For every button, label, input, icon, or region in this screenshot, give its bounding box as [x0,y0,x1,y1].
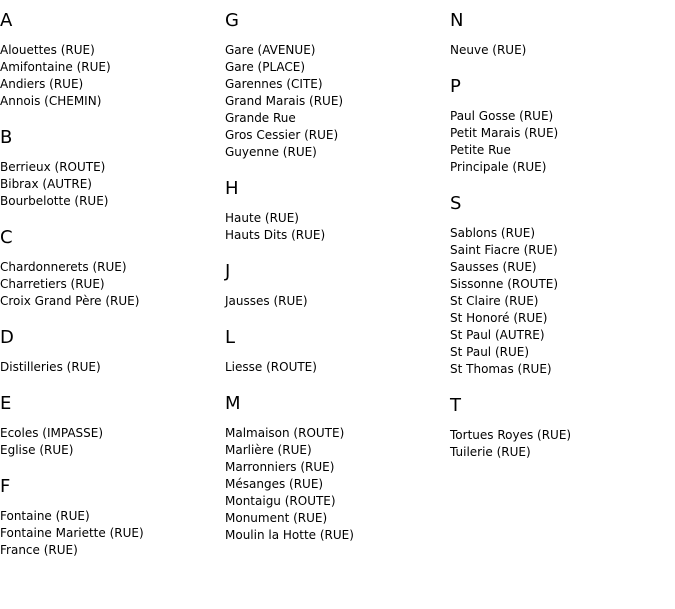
street-link[interactable]: Fontaine (RUE) [0,509,90,523]
letter-group [225,393,445,544]
street-link[interactable]: St Paul (RUE) [450,345,530,359]
street-link[interactable]: Guyenne (RUE) [225,145,317,159]
street-link[interactable]: Marlière (RUE) [225,443,312,457]
letter-heading: D [0,327,14,348]
letter-heading: H [225,178,239,199]
street-link[interactable]: St Claire (RUE) [450,294,539,308]
street-link[interactable]: Andiers (RUE) [0,77,84,91]
letter-group [225,261,445,310]
street-list [450,42,670,59]
street-link[interactable]: Neuve (RUE) [450,43,527,57]
street-link[interactable]: Sablons (RUE) [450,226,536,240]
street-link[interactable]: Petite Rue [450,143,511,157]
street-list [450,108,670,176]
street-list [225,293,445,310]
street-link[interactable]: Eglise (RUE) [0,443,74,457]
street-link[interactable]: Croix Grand Père (RUE) [0,294,140,308]
index-column-1 [0,10,220,576]
street-link[interactable]: Alouettes (RUE) [0,43,95,57]
street-link[interactable]: Gare (PLACE) [225,60,306,74]
letter-heading: N [450,10,464,31]
street-link[interactable]: Mésanges (RUE) [225,477,324,491]
letter-heading: L [225,327,236,348]
street-link[interactable]: Amifontaine (RUE) [0,60,111,74]
letter-group [450,193,670,378]
street-list [0,425,220,459]
letter-heading: C [0,227,13,248]
street-link[interactable]: Saint Fiacre (RUE) [450,243,558,257]
street-link[interactable]: Bibrax (AUTRE) [0,177,92,191]
street-link[interactable]: St Thomas (RUE) [450,362,552,376]
letter-group [0,476,220,559]
letter-heading: J [225,261,231,282]
street-list [225,359,445,376]
street-link[interactable]: Hauts Dits (RUE) [225,228,326,242]
street-list [225,42,445,161]
letter-group [0,327,220,376]
street-link[interactable]: Petit Marais (RUE) [450,126,559,140]
street-list [0,159,220,210]
street-link[interactable]: Paul Gosse (RUE) [450,109,554,123]
street-link[interactable]: Malmaison (ROUTE) [225,426,345,440]
street-list [225,210,445,244]
letter-heading: G [225,10,239,31]
street-link[interactable]: Grande Rue [225,111,296,125]
street-link[interactable]: Tortues Royes (RUE) [450,428,572,442]
street-link[interactable]: Jausses (RUE) [225,294,308,308]
street-list [450,225,670,378]
letter-heading: A [0,10,13,31]
street-list [0,508,220,559]
street-link[interactable]: Tuilerie (RUE) [450,445,531,459]
street-link[interactable]: Gros Cessier (RUE) [225,128,339,142]
street-link[interactable]: Distilleries (RUE) [0,360,101,374]
street-link[interactable]: Principale (RUE) [450,160,547,174]
letter-group [450,10,670,59]
letter-heading: T [450,395,461,416]
street-list [450,427,670,461]
street-link[interactable]: Monument (RUE) [225,511,328,525]
street-link[interactable]: Ecoles (IMPASSE) [0,426,104,440]
street-link[interactable]: Fontaine Mariette (RUE) [0,526,144,540]
street-link[interactable]: Liesse (ROUTE) [225,360,317,374]
letter-heading: F [0,476,11,497]
street-link[interactable]: Garennes (CITE) [225,77,323,91]
index-column-2 [225,10,445,561]
street-link[interactable]: Montaigu (ROUTE) [225,494,336,508]
street-link[interactable]: Sausses (RUE) [450,260,537,274]
letter-group [0,393,220,459]
street-link[interactable]: Haute (RUE) [225,211,299,225]
letter-group [0,227,220,310]
street-link[interactable]: Charretiers (RUE) [0,277,105,291]
street-link[interactable]: Grand Marais (RUE) [225,94,344,108]
street-link[interactable]: Bourbelotte (RUE) [0,194,109,208]
letter-group [225,10,445,161]
letter-heading: P [450,76,461,97]
letter-group [225,327,445,376]
street-link[interactable]: Annois (CHEMIN) [0,94,102,108]
street-list [0,259,220,310]
letter-group [0,127,220,210]
street-link[interactable]: France (RUE) [0,543,78,557]
letter-heading: S [450,193,462,214]
letter-heading: M [225,393,241,414]
letter-group [450,76,670,176]
street-link[interactable]: Chardonnerets (RUE) [0,260,127,274]
street-link[interactable]: Moulin la Hotte (RUE) [225,528,354,542]
letter-group [0,10,220,110]
letter-heading: E [0,393,12,414]
letter-group [225,178,445,244]
letter-group [450,395,670,461]
index-column-3 [450,10,670,478]
street-link[interactable]: Marronniers (RUE) [225,460,335,474]
street-link[interactable]: Berrieux (ROUTE) [0,160,106,174]
street-list [0,359,220,376]
street-link[interactable]: Gare (AVENUE) [225,43,316,57]
street-link[interactable]: Sissonne (ROUTE) [450,277,559,291]
street-link[interactable]: St Honoré (RUE) [450,311,548,325]
street-link[interactable]: St Paul (AUTRE) [450,328,545,342]
street-list [225,425,445,544]
letter-heading: B [0,127,13,148]
street-list [0,42,220,110]
